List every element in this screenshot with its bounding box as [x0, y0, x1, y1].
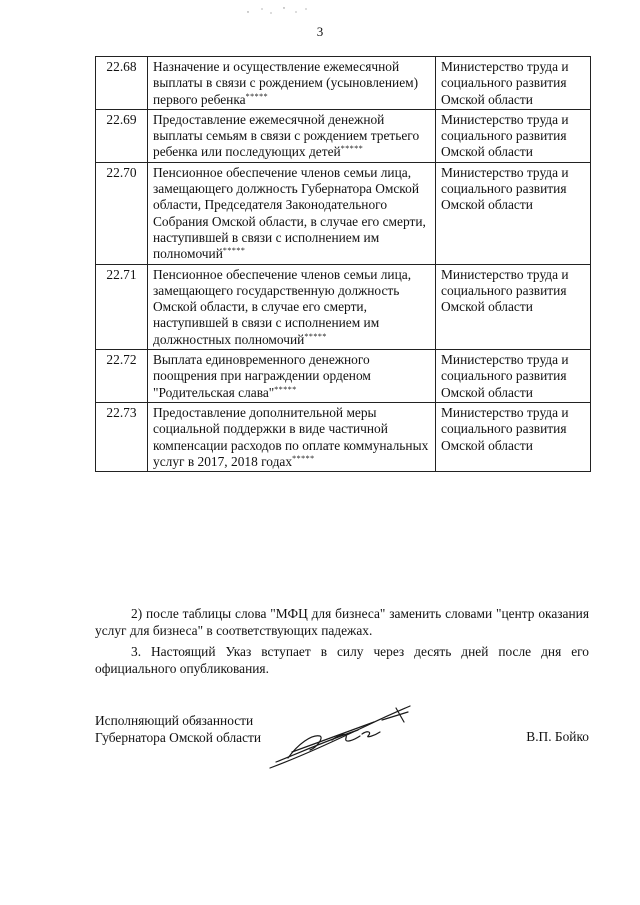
service-name-cell: [148, 350, 436, 403]
responsible-body: Министерство труда и социального развития Омской области: [436, 57, 591, 110]
signatory-title-line-1: Исполняющий обязанности: [95, 713, 254, 728]
footnote-mark: *****: [274, 384, 297, 394]
paragraph-item-2: 2) после таблицы слова "МФЦ для бизнеса" заменить словами "центр оказания услуг для бизнеса" в соответствующих падежах.: [95, 606, 589, 638]
responsible-body: Министерство труда и социального развития Омской области: [436, 109, 591, 162]
table-row: [96, 264, 591, 349]
service-name: Пенсионное обеспечение членов семьи лица, замещающего должность Губернатора Омской области, Председателя Законодательного Собрания Омской области, в случае его смерти, наступившей в связи с исполнением им полномочий: [153, 164, 426, 262]
footnote-mark: *****: [222, 246, 246, 256]
responsible-body: Министерство труда и социального развития Омской области: [436, 162, 591, 264]
handwritten-signature: [262, 700, 422, 772]
responsible-body: Министерство труда и социального развития Омской области: [436, 402, 591, 471]
service-name: Выплата единовременного денежного поощрения при награждении орденом "Родительская слава": [153, 352, 371, 400]
footnote-mark: *****: [340, 144, 364, 154]
service-name-cell: [148, 109, 436, 162]
paragraph-item-3: 3. Настоящий Указ вступает в силу через десять дней после дня его официального опубликования.: [95, 644, 589, 676]
service-name: Предоставление ежемесячной денежной выплаты семьям в связи с рождением третьего ребенка или последующих детей: [153, 111, 420, 160]
row-number: 22.70: [96, 162, 148, 264]
footnote-mark: *****: [292, 453, 315, 463]
scan-noise: [240, 4, 320, 18]
row-number: 22.73: [96, 402, 148, 471]
row-number: 22.69: [96, 109, 148, 162]
service-name: Пенсионное обеспечение членов семьи лица, замещающего государственную должность Омской области, в случае его смерти, наступившей в связи с исполнением им должностных полномочий: [153, 266, 412, 347]
service-name: Предоставление дополнительной меры социальной поддержки в виде частичной компенсации расходов по оплате коммунальных услуг в 2017, 2018 годах: [153, 404, 429, 469]
footnote-mark: *****: [245, 91, 269, 101]
responsible-body: Министерство труда и социального развития Омской области: [436, 350, 591, 403]
service-name: Назначение и осуществление ежемесячной выплаты в связи с рождением (усыновлением) первого ребенка: [153, 59, 419, 107]
services-table-body: [96, 57, 591, 472]
service-name-cell: [148, 57, 436, 110]
table-row: [96, 109, 591, 162]
page-number: 3: [316, 24, 324, 39]
signatory-title: [95, 712, 261, 746]
table-row: [96, 402, 591, 471]
row-number: 22.68: [96, 57, 148, 110]
table-row: [96, 57, 591, 110]
row-number: 22.72: [96, 350, 148, 403]
table-row: [96, 162, 591, 264]
signatory-name: В.П. Бойко: [526, 729, 589, 744]
footnote-mark: *****: [304, 331, 327, 341]
service-name-cell: [148, 264, 436, 349]
service-name-cell: [148, 402, 436, 471]
row-number: 22.71: [96, 264, 148, 349]
service-name-cell: [148, 162, 436, 264]
table-row: [96, 350, 591, 403]
responsible-body: Министерство труда и социального развития Омской области: [436, 264, 591, 349]
signatory-title-line-2: Губернатора Омской области: [95, 730, 262, 745]
services-table: [95, 56, 591, 472]
